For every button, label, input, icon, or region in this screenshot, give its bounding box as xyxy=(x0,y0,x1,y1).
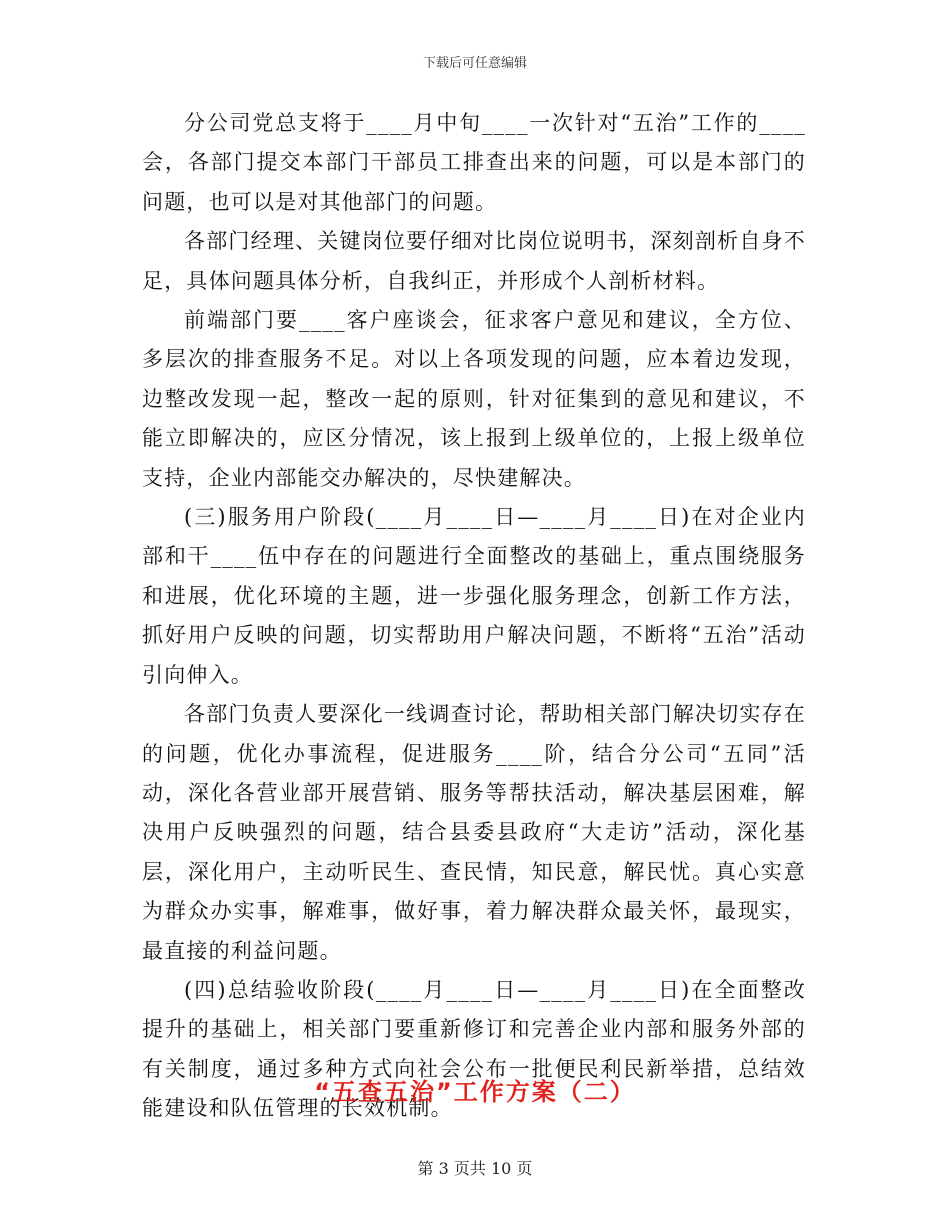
paragraph-6: (四)总结验收阶段(____月____日—____月____日)在全面整改提升的基础上，相关部门要重新修订和完善企业内部和服务外部的有关制度，通过多种方式向社会公布一批便民利民新举措，总结效能建设和队伍管理的长效机制。 xyxy=(142,977,806,1121)
paragraph-4: (三)服务用户阶段(____月____日—____月____日)在对企业内部和干____伍中存在的问题进行全面整改的基础上，重点围绕服务和进展，优化环境的主题，进一步强化服务理念，创新工作方法，抓好用户反映的问题，切实帮助用户解决问题，不断将“五治”活动引向伸入。 xyxy=(142,505,806,687)
page-footer: 第 3 页共 10 页 xyxy=(417,1159,533,1178)
document-body xyxy=(142,104,806,1129)
section-heading: “五查五治”工作方案（二） xyxy=(314,1078,636,1106)
paragraph-1: 分公司党总支将于____月中旬____一次针对“五治”工作的____会，各部门提交本部门干部员工排查出来的问题，可以是本部门的问题，也可以是对其他部门的问题。 xyxy=(142,111,806,214)
paragraph-5: 各部门负责人要深化一线调查讨论，帮助相关部门解决切实存在的问题，优化办事流程，促进服务____阶，结合分公司“五同”活动，深化各营业部开展营销、服务等帮扶活动，解决基层困难，解决用户反映强烈的问题，结合县委县政府“大走访”活动，深化基层，深化用户，主动听民生、查民情，知民意，解民忧。真心实意为群众办实事，解难事，做好事，着力解决群众最关怀，最现实，最直接的利益问题。 xyxy=(142,702,806,963)
paragraph-2: 各部门经理、关键岗位要仔细对比岗位说明书，深刻剖析自身不足，具体问题具体分析，自我纠正，并形成个人剖析材料。 xyxy=(142,229,806,293)
paragraph-3: 前端部门要____客户座谈会，征求客户意见和建议，全方位、多层次的排查服务不足。对以上各项发现的问题，应本着边发现，边整改发现一起，整改一起的原则，针对征集到的意见和建议，不能立即解决的，应区分情况，该上报到上级单位的，上报上级单位支持，企业内部能交办解决的，尽快建解决。 xyxy=(142,308,806,490)
page-header: 下载后可任意编辑 xyxy=(422,56,527,71)
